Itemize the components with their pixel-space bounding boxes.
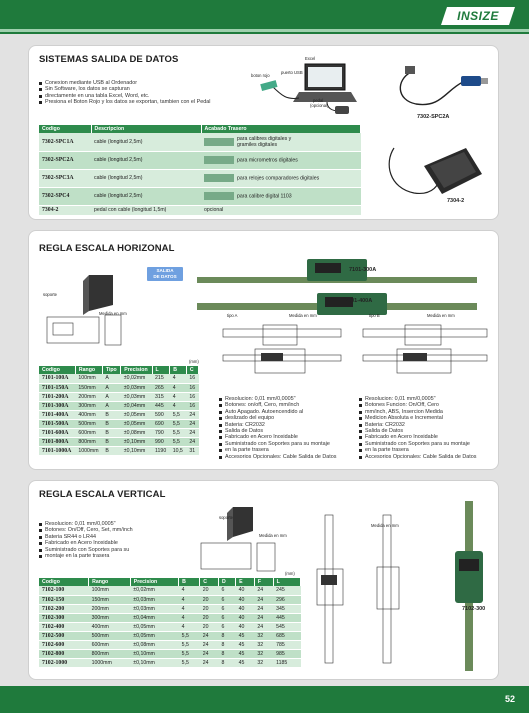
cell-value: 4 <box>179 586 200 595</box>
cell-value: 445 <box>273 613 300 622</box>
caption-7304-2: 7304-2 <box>447 198 465 204</box>
cell-value: 4 <box>170 374 187 383</box>
cell-value: 6 <box>218 613 235 622</box>
cell-value: 24 <box>254 595 273 604</box>
cell-use <box>201 169 361 187</box>
foot-pedal-image <box>384 138 484 208</box>
cell-code: 7102-800 <box>39 649 89 658</box>
cell-value: 785 <box>273 640 300 649</box>
cell-value: ±0,03mm <box>130 595 178 604</box>
col-header-range: Rango <box>89 578 131 586</box>
cell-value: 24 <box>186 410 198 419</box>
cell-value: ±0,04mm <box>130 613 178 622</box>
cell-value: ±0,02mm <box>130 586 178 595</box>
data-output-badge <box>147 267 183 281</box>
cell-value: 6 <box>218 604 235 613</box>
cell-value: 150mm <box>75 383 102 392</box>
table-row <box>39 586 301 595</box>
table-row <box>39 401 199 410</box>
table-row <box>39 622 301 631</box>
cell-value: 100mm <box>89 586 131 595</box>
label-bracket: soporte <box>219 515 233 520</box>
cell-value: ±0,10mm <box>130 649 178 658</box>
cell-value: 32 <box>254 649 273 658</box>
feature-item-continued: mm/inch, ABS, Insercion Medida <box>359 409 499 415</box>
cell-value: ±0,10mm <box>121 437 152 446</box>
cell-value: ±0,10mm <box>130 658 178 667</box>
feature-item: Salida de Datos <box>359 428 499 434</box>
feature-item: Conexion mediante USB al Ordenador <box>39 80 269 86</box>
cell-value: 6 <box>218 622 235 631</box>
bracket-drawing <box>39 271 139 349</box>
cell-value: 200mm <box>75 392 102 401</box>
cell-value: 5,5 <box>179 640 200 649</box>
section-title-horizontal: REGLA ESCALA HORIZONAL <box>39 243 175 254</box>
feature-item: Suministrado con Soportes para su montaje <box>359 441 499 447</box>
cell-value: B <box>102 419 120 428</box>
cell-code: 7101-150A <box>39 383 75 392</box>
col-header-l: L <box>273 578 300 586</box>
cell-value: ±0,08mm <box>121 428 152 437</box>
col-header-d: D <box>218 578 235 586</box>
table-row <box>39 613 301 622</box>
cell-value: 400mm <box>89 622 131 631</box>
cell-value: 8 <box>218 658 235 667</box>
use-text: para relojes comparadores digitales <box>237 175 320 182</box>
feature-item: Botones: On/Off, Cero, Set, mm/inch <box>39 527 189 533</box>
cell-code: 7101-500A <box>39 419 75 428</box>
feature-item: Auto Apagado. Autoencendido al <box>219 409 359 415</box>
section-title-data-output: SISTEMAS SALIDA DE DATOS <box>39 54 179 65</box>
cell-value: 8 <box>218 649 235 658</box>
cell-value: 40 <box>236 595 255 604</box>
feature-item: Bateria SR44 o LR44 <box>39 534 189 540</box>
cell-value: 100mm <box>75 374 102 383</box>
feature-item: Botones Funcion: On/Off, Cero <box>359 402 499 408</box>
panel-vertical-scale <box>28 480 499 680</box>
table-row <box>39 428 199 437</box>
feature-item: Fabricado en Acero Inoxidable <box>39 540 189 546</box>
cell-code: 7102-600 <box>39 640 89 649</box>
cell-value: 6 <box>218 595 235 604</box>
cell-value: ±0,08mm <box>130 640 178 649</box>
col-header-precision: Precision <box>121 366 152 374</box>
cell-value: 24 <box>200 649 219 658</box>
cell-value: 200mm <box>89 604 131 613</box>
cell-description: pedal con cable (longitud 1,5m) <box>91 205 201 215</box>
table-row <box>39 604 301 613</box>
cell-value: 245 <box>273 586 300 595</box>
col-header-code: Codigo <box>39 366 75 374</box>
diagram-label-pedal: pedal <box>313 98 324 103</box>
cell-value: ±0,05mm <box>121 419 152 428</box>
feature-item: Medicion Absoluta e Incremental <box>359 415 499 421</box>
cell-value: 4 <box>179 613 200 622</box>
cell-value: B <box>102 437 120 446</box>
cell-value: 5,5 <box>179 658 200 667</box>
col-header-precision: Precision <box>130 578 178 586</box>
table-row <box>39 169 361 187</box>
cell-code: 7102-1000 <box>39 658 89 667</box>
col-header-b: B <box>179 578 200 586</box>
cell-description: cable (longitud 2,5m) <box>91 169 201 187</box>
label-mm-vertical: Medida en mm <box>371 523 399 528</box>
cell-value: ±0,02mm <box>121 374 152 383</box>
cell-value: 800mm <box>89 649 131 658</box>
label-mm-b: Medida en mm <box>427 313 455 318</box>
cell-value: 590 <box>152 410 170 419</box>
mini-device-icon <box>204 174 234 182</box>
mini-device-icon <box>204 192 234 200</box>
feature-item: Suministrado con Soportes para su <box>39 547 189 553</box>
cell-value: ±0,05mm <box>130 631 178 640</box>
cell-value: 45 <box>236 649 255 658</box>
cell-use <box>201 151 361 169</box>
page-number: 52 <box>504 694 515 704</box>
col-header-f: F <box>254 578 273 586</box>
cell-value: A <box>102 383 120 392</box>
footer-bar <box>0 686 529 713</box>
cell-value: 16 <box>186 374 198 383</box>
data-output-features <box>39 80 269 106</box>
table-row <box>39 133 361 151</box>
label-type-a: tipo A <box>227 313 238 318</box>
cell-value: 32 <box>254 658 273 667</box>
cell-value: 5,5 <box>170 419 187 428</box>
cell-value: 5,5 <box>170 410 187 419</box>
feature-item: Bateria: CR2032 <box>219 422 359 428</box>
vertical-bracket-drawing <box>191 501 301 575</box>
cell-value: 315 <box>152 392 170 401</box>
usb-cable-image <box>391 60 491 114</box>
badge-line1: SALIDA <box>156 268 174 273</box>
cell-value: 20 <box>200 586 219 595</box>
cell-value: 24 <box>200 631 219 640</box>
feature-item: Fabricado en Acero Inoxidable <box>359 434 499 440</box>
cell-description-text: cable (longitud 2,5m) <box>94 138 143 145</box>
cell-value: 985 <box>273 649 300 658</box>
cell-value: B <box>102 446 120 455</box>
cell-value: 16 <box>186 401 198 410</box>
panel-data-output <box>28 45 499 220</box>
table-row <box>39 437 199 446</box>
table-row <box>39 595 301 604</box>
cell-value: 4 <box>179 595 200 604</box>
cell-code: 7302-SPC1A <box>39 133 91 151</box>
cell-value: 345 <box>273 604 300 613</box>
mini-device-icon <box>204 156 234 164</box>
diagram-label-optional: (opcional) <box>310 103 329 108</box>
table-row <box>39 640 301 649</box>
cell-code: 7102-150 <box>39 595 89 604</box>
cell-value: 600mm <box>89 640 131 649</box>
header-stripe <box>0 29 529 32</box>
cell-code: 7101-600A <box>39 428 75 437</box>
cell-code: 7302-SPC2A <box>39 151 91 169</box>
technical-drawing-type-a <box>217 319 347 385</box>
cell-value: 24 <box>254 622 273 631</box>
feature-item: Resolucion: 0,01 mm/0,0005" <box>39 521 189 527</box>
col-header-range: Rango <box>75 366 102 374</box>
cell-value: 40 <box>236 622 255 631</box>
feature-item-continued: en la parte trasera <box>219 447 359 453</box>
insize-logo <box>441 6 515 26</box>
feature-item: Accesorios Opcionales: Cable Salida de Datos <box>359 454 499 460</box>
feature-item: Accesorios Opcionales: Cable Salida de Datos <box>219 454 359 460</box>
cell-value: 1000mm <box>89 658 131 667</box>
mini-device-icon <box>204 138 234 146</box>
col-header-c: C <box>186 366 198 374</box>
cell-value: B <box>102 410 120 419</box>
cell-value: 20 <box>200 613 219 622</box>
cell-value: 150mm <box>89 595 131 604</box>
data-output-table <box>39 125 361 216</box>
cell-value: 32 <box>254 640 273 649</box>
label-bracket: soporte <box>43 292 57 297</box>
col-header-code: Codigo <box>39 125 91 133</box>
caption-7302-spc2a: 7302-SPC2A <box>417 114 450 120</box>
section-title-vertical: REGLA ESCALA VERTICAL <box>39 489 166 500</box>
cell-description <box>91 133 201 151</box>
cell-value: 6 <box>218 586 235 595</box>
vertical-scale-table <box>39 578 301 668</box>
feature-item: Presiona el Boton Rojo y los datos se exportan, tambien con el Pedal <box>39 99 269 105</box>
cell-value: 10,5 <box>170 446 187 455</box>
cell-value: 4 <box>170 401 187 410</box>
cell-code: 7304-2 <box>39 205 91 215</box>
cell-description: cable (longitud 2,5m) <box>91 151 201 169</box>
cell-value: B <box>102 428 120 437</box>
cell-value: 8 <box>218 631 235 640</box>
cell-code: 7102-400 <box>39 622 89 631</box>
cell-value: 24 <box>254 604 273 613</box>
cell-value: 500mm <box>75 419 102 428</box>
features-type-a <box>219 396 359 460</box>
table-row <box>39 392 199 401</box>
cell-value: A <box>102 401 120 410</box>
cell-value: 990 <box>152 437 170 446</box>
col-header-back-finish: Acabado Trasero <box>201 125 361 133</box>
cell-use <box>201 187 361 205</box>
cell-value: 5,5 <box>179 631 200 640</box>
cell-value: 24 <box>254 613 273 622</box>
col-header-type: Tipo <box>102 366 120 374</box>
cell-value: ±0,03mm <box>121 383 152 392</box>
cell-value: 1190 <box>152 446 170 455</box>
use-line2: gramiles digitales <box>237 141 278 148</box>
cell-value: ±0,03mm <box>121 392 152 401</box>
feature-item: Salida de Datos <box>219 428 359 434</box>
unit-label: (mm) <box>189 359 199 364</box>
table-row <box>39 649 301 658</box>
cell-code: 7101-300A <box>39 401 75 410</box>
label-mm-a: Medida en mm <box>289 313 317 318</box>
cell-value: 4 <box>179 622 200 631</box>
cell-code: 7102-300 <box>39 613 89 622</box>
cell-value: 500mm <box>89 631 131 640</box>
cell-value: 545 <box>273 622 300 631</box>
cell-value: 16 <box>186 392 198 401</box>
use-text: para calibre digital 1103 <box>237 193 292 200</box>
cell-value: 8 <box>218 640 235 649</box>
cell-value: 24 <box>186 428 198 437</box>
cell-code: 7302-SPC3A <box>39 169 91 187</box>
feature-item: Sin Software, los datos se capturan <box>39 86 269 92</box>
cell-value: 4 <box>170 392 187 401</box>
diagram-label-excel: Excel <box>305 56 316 61</box>
cell-code: 7102-500 <box>39 631 89 640</box>
cell-value: 685 <box>273 631 300 640</box>
cell-value: 300mm <box>89 613 131 622</box>
cell-code: 7101-200A <box>39 392 75 401</box>
header-bar <box>0 0 529 34</box>
label-mm: Medida en mm <box>99 311 127 316</box>
feature-item: Fabricado en Acero Inoxidable <box>219 434 359 440</box>
cell-value: 45 <box>236 658 255 667</box>
cell-value: 300mm <box>75 401 102 410</box>
cell-value: 800mm <box>75 437 102 446</box>
feature-item: Suministrado con Soportes para su montaje <box>219 441 359 447</box>
cell-value: 24 <box>186 419 198 428</box>
col-header-code: Codigo <box>39 578 89 586</box>
label-mm: Medida en mm <box>259 533 287 538</box>
cell-code: 7102-100 <box>39 586 89 595</box>
cell-value: 296 <box>273 595 300 604</box>
cell-use: opcional <box>201 205 361 215</box>
feature-item: Resolucion: 0,01 mm/0,0005" <box>219 396 359 402</box>
cell-value: A <box>102 374 120 383</box>
cell-value: 20 <box>200 604 219 613</box>
caption-7101-300a: 7101-300A <box>349 267 377 273</box>
cell-value: ±0,10mm <box>121 446 152 455</box>
horizontal-scale-table <box>39 366 199 456</box>
feature-item-continued: en la parte trasera <box>359 447 499 453</box>
col-header-c: C <box>200 578 219 586</box>
cell-value: 20 <box>200 595 219 604</box>
table-row <box>39 187 361 205</box>
cell-value: 24 <box>254 586 273 595</box>
cell-use <box>201 133 361 151</box>
cell-code: 7101-400A <box>39 410 75 419</box>
table-row <box>39 383 199 392</box>
cell-value: 215 <box>152 374 170 383</box>
table-row <box>39 446 199 455</box>
badge-line2: DE DATOS <box>153 274 177 279</box>
use-line1: para calibres digitales y <box>237 135 292 142</box>
caption-7101-400a: 7101-400A <box>345 298 373 304</box>
table-row <box>39 151 361 169</box>
cell-code: 7302-SPC4 <box>39 187 91 205</box>
table-row <box>39 658 301 667</box>
cell-value: 24 <box>200 640 219 649</box>
table-row <box>39 419 199 428</box>
cell-value: 265 <box>152 383 170 392</box>
cell-value: A <box>102 392 120 401</box>
cell-value: 400mm <box>75 410 102 419</box>
table-row <box>39 631 301 640</box>
cell-value: 45 <box>236 631 255 640</box>
cell-value: 45 <box>236 640 255 649</box>
cell-value: 1185 <box>273 658 300 667</box>
col-header-e: E <box>236 578 255 586</box>
cell-value: 445 <box>152 401 170 410</box>
features-type-b <box>359 396 499 460</box>
horizontal-table-body <box>39 374 199 455</box>
cell-value: ±0,03mm <box>130 604 178 613</box>
logo-text: INSIZE <box>457 9 499 23</box>
diagram-label-usb-port: puerto USB <box>281 70 303 75</box>
cell-value: 1000mm <box>75 446 102 455</box>
label-type-b: tipo B <box>369 313 380 318</box>
cell-value: 5,5 <box>170 428 187 437</box>
cell-value: ±0,05mm <box>121 410 152 419</box>
technical-drawing-type-b <box>357 319 493 385</box>
cell-value: ±0,04mm <box>121 401 152 410</box>
table-row <box>39 205 361 215</box>
cell-value: ±0,05mm <box>130 622 178 631</box>
cell-value: 4 <box>179 604 200 613</box>
table-row <box>39 374 199 383</box>
cell-value: 790 <box>152 428 170 437</box>
col-header-description: Descripcion <box>91 125 201 133</box>
feature-item-continued: montaje en la parte trasera <box>39 553 189 559</box>
cell-value: 31 <box>186 446 198 455</box>
panel-horizontal-scale <box>28 230 499 470</box>
cell-value: 690 <box>152 419 170 428</box>
diagram-label-red-button: boton rojo <box>251 73 270 78</box>
cell-value: 600mm <box>75 428 102 437</box>
cell-code: 7101-800A <box>39 437 75 446</box>
cell-value: 5,5 <box>170 437 187 446</box>
cell-value: 20 <box>200 622 219 631</box>
vertical-features <box>39 521 189 559</box>
cell-code: 7101-100A <box>39 374 75 383</box>
cell-value: 5,5 <box>179 649 200 658</box>
cell-code: 7101-1000A <box>39 446 75 455</box>
col-header-b: B <box>170 366 187 374</box>
use-text: para micrometros digitales <box>237 157 298 164</box>
cell-value: 24 <box>200 658 219 667</box>
feature-item: Bateria: CR2032 <box>359 422 499 428</box>
cell-description: cable (longitud 2,5m) <box>91 187 201 205</box>
feature-item-continued: directamente en una tabla Excel, Word, etc. <box>39 93 269 99</box>
feature-item-continued: deslizado del equipo <box>219 415 359 421</box>
cell-value: 4 <box>170 383 187 392</box>
col-header-l: L <box>152 366 170 374</box>
unit-label: (mm) <box>285 571 295 576</box>
cell-value: 40 <box>236 613 255 622</box>
cell-value: 16 <box>186 383 198 392</box>
caption-7102-300: 7102-300 <box>462 606 486 612</box>
feature-item: Resolucion: 0,01 mm/0,0005" <box>359 396 499 402</box>
vertical-table-body <box>39 586 301 667</box>
feature-item: Botones: on/off, Cero, mm/inch <box>219 402 359 408</box>
laptop-connection-diagram <box>247 56 367 118</box>
cell-value: 40 <box>236 586 255 595</box>
table-row <box>39 410 199 419</box>
cell-value: 24 <box>186 437 198 446</box>
vertical-technical-drawing <box>311 509 441 669</box>
vertical-scale-image <box>449 497 489 677</box>
cell-code: 7102-200 <box>39 604 89 613</box>
cell-value: 32 <box>254 631 273 640</box>
use-text <box>237 136 291 148</box>
cell-value: 40 <box>236 604 255 613</box>
